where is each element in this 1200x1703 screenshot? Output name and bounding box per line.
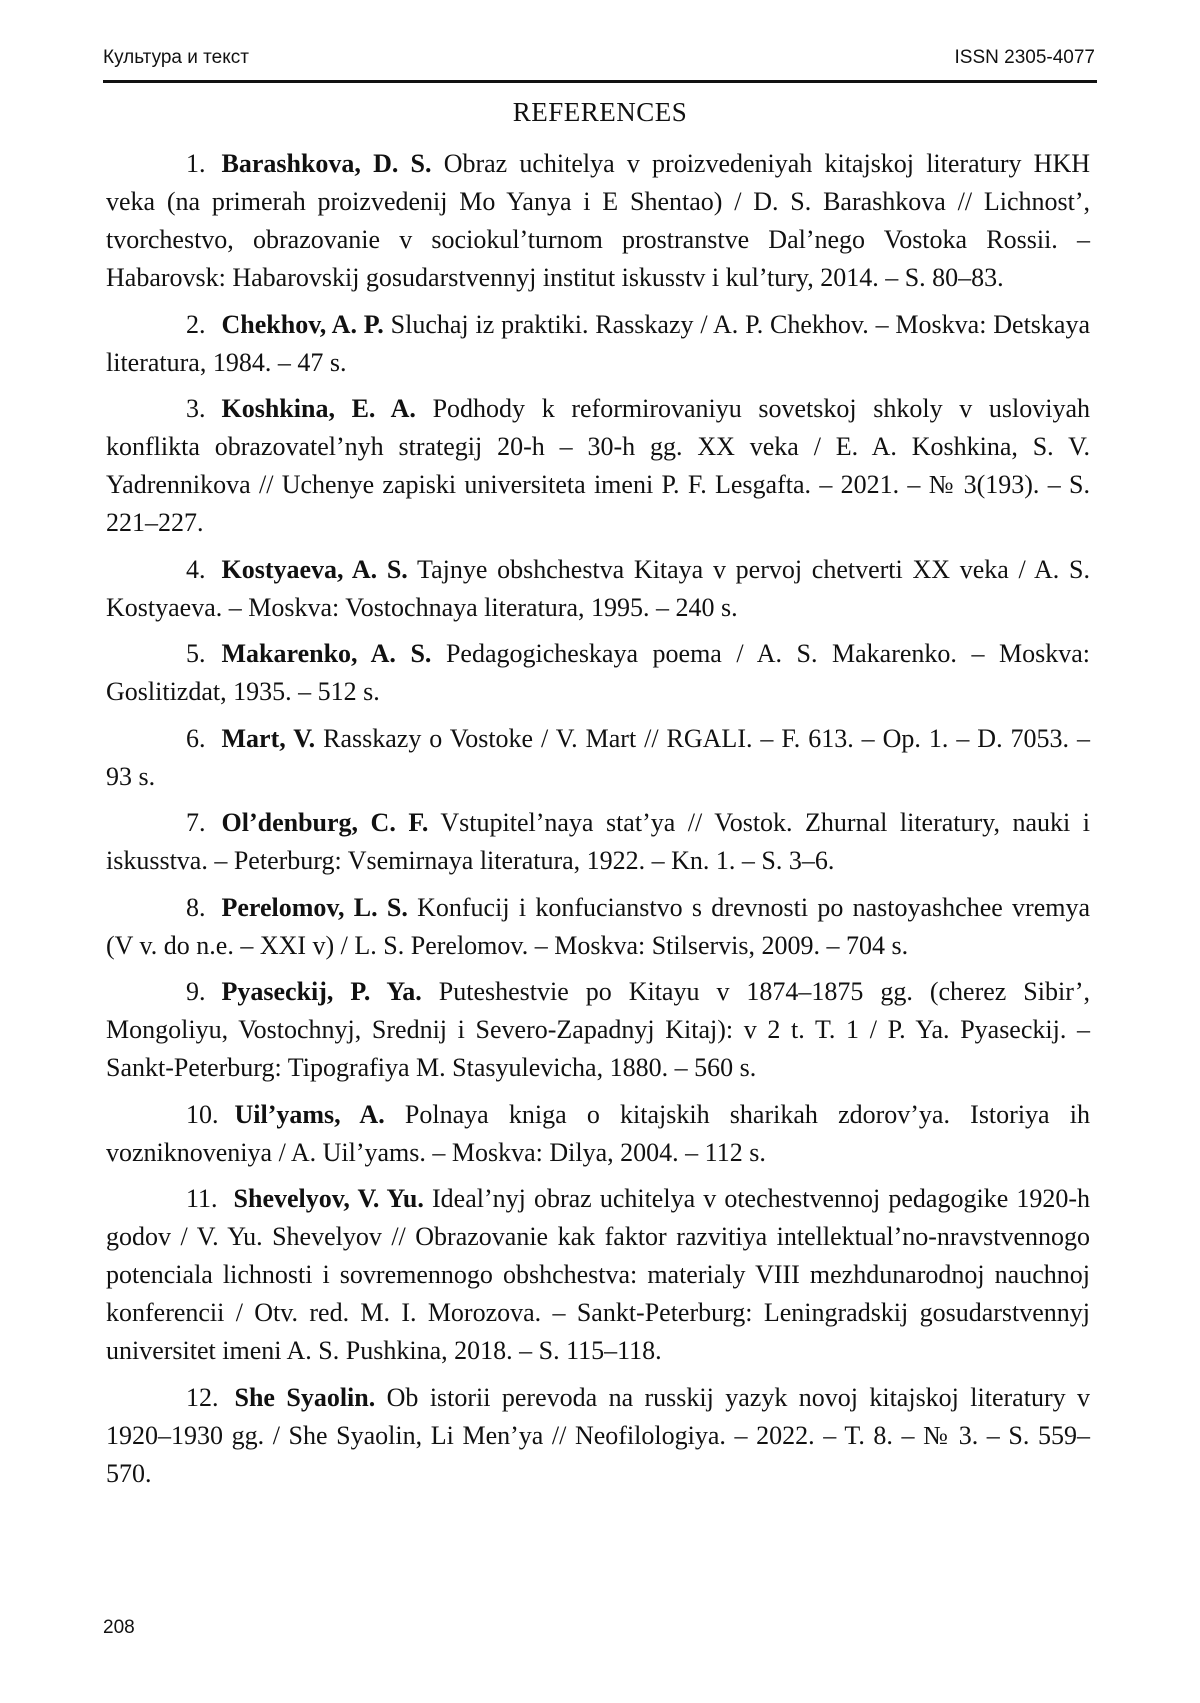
reference-number: 5. [186, 639, 206, 668]
reference-author: Shevelyov, V. Yu. [233, 1184, 424, 1213]
reference-item [106, 1180, 1090, 1370]
reference-item [106, 635, 1090, 711]
running-header [103, 44, 1097, 83]
reference-author: Koshkina, E. A. [221, 394, 416, 423]
reference-item [106, 306, 1090, 382]
reference-item [106, 720, 1090, 796]
reference-author: Chekhov, A. P. [221, 309, 384, 339]
reference-text: Podhody k reformirovaniyu sovetskoj shkoly v usloviyah konflikta obrazovatel’nyh strategij 20-h – 30-h gg. XX veka / E. A. Koshkina, S. V. Yadrennikova // Uchenye zapiski universiteta imeni P. F. Lesgafta. – 2021. – № 3(193). – S. 221–227. [106, 394, 1091, 537]
reference-author: Pyaseckij, P. Ya. [221, 977, 422, 1006]
reference-text: Pedagogicheskaya poema / A. S. Makarenko. – Moskva: Goslitizdat, 1935. – 512 s. [106, 639, 1090, 706]
reference-text: Ob istorii perevoda na russkij yazyk novoj kitajskoj literatury v 1920–1930 gg. / She Syaolin, Li Men’ya // Neofilologiya. – 2022. – T. 8. – № 3. – S. 559–570. [106, 1382, 1091, 1488]
reference-number: 1. [186, 149, 206, 178]
reference-number: 4. [186, 554, 206, 584]
reference-text: Sluchaj iz praktiki. Rasskazy / A. P. Chekhov. – Moskva: Detskaya literatura, 1984. – 47 s. [106, 309, 1090, 377]
reference-number: 7. [186, 808, 206, 837]
reference-item [106, 1096, 1090, 1172]
issn: ISSN 2305-4077 [954, 47, 1095, 68]
page-number: 208 [103, 1617, 135, 1638]
references-heading: REFERENCES [512, 97, 688, 127]
reference-number: 9. [186, 977, 206, 1006]
reference-item [106, 1379, 1090, 1493]
reference-author: Uil’yams, A. [234, 1099, 385, 1129]
reference-author: Mart, V. [221, 723, 316, 753]
reference-text: Konfucij i konfucianstvo s drevnosti po nastoyashchee vremya (V v. do n.e. – XXI v) / L. S. Perelomov. – Moskva: Stilservis, 2009. – 704 s. [106, 892, 1091, 960]
reference-text: Ideal’nyj obraz uchitelya v otechestvennoj pedagogike 1920-h godov / V. Yu. Shevelyov // Obrazovanie kak faktor razvitiya intellektual’no-nravstvennogo potenciala lichnosti i sovremennogo obshchestva: materialy VIII mezhdunarodnoj nauchnoj konferencii / Otv. red. M. I. Morozova. – Sankt-Peterburg: Leningradskij gosudarstvennyj universitet imeni A. S. Pushkina, 2018. – S. 115–118. [106, 1184, 1090, 1365]
reference-author: Ol’denburg, C. F. [221, 808, 429, 837]
journal-title: Культура и текст [103, 47, 249, 68]
reference-item [106, 973, 1090, 1087]
reference-item [106, 145, 1090, 297]
reference-number: 11. [186, 1184, 218, 1213]
reference-author: She Syaolin. [234, 1382, 376, 1412]
reference-item [106, 889, 1090, 965]
reference-author: Kostyaeva, A. S. [221, 554, 408, 584]
reference-item [106, 551, 1090, 627]
reference-item [106, 390, 1090, 542]
reference-number: 8. [186, 892, 206, 922]
reference-author: Barashkova, D. S. [221, 149, 432, 178]
reference-number: 10. [186, 1099, 219, 1129]
reference-number: 3. [186, 394, 206, 423]
reference-number: 12. [186, 1382, 219, 1412]
reference-text: Puteshestvie po Kitayu v 1874–1875 gg. (cherez Sibir’, Mongoliyu, Vostochnyj, Srednij i Severo-Zapadnyj Kitaj): v 2 t. T. 1 / P. Ya. Pyaseckij. – Sankt-Peterburg: Tipografiya M. Stasyulevicha, 1880. – 560 s. [106, 977, 1091, 1082]
reference-author: Makarenko, A. S. [221, 639, 432, 668]
reference-text: Tajnye obshchestva Kitaya v pervoj chetverti XX veka / A. S. Kostyaeva. – Moskva: Vostochnaya literatura, 1995. – 240 s. [106, 554, 1090, 622]
reference-number: 2. [186, 309, 206, 339]
reference-author: Perelomov, L. S. [221, 892, 408, 922]
reference-text: Polnaya kniga o kitajskih sharikah zdorov’ya. Istoriya ih vozniknoveniya / A. Uil’yams. – Moskva: Dilya, 2004. – 112 s. [106, 1099, 1091, 1167]
reference-item [106, 804, 1090, 880]
reference-number: 6. [186, 723, 206, 753]
reference-list [106, 145, 1090, 1501]
reference-text: Obraz uchitelya v proizvedeniyah kitajskoj literatury HKH veka (na primerah proizvedenij Mo Yanya i E Shentao) / D. S. Barashkova // Lichnost’, tvorchestvo, obrazovanie v sociokul’turnom prostranstve Dal’nego Vostoka Rossii. – Habarovsk: Habarovskij gosudarstvennyj institut iskusstv i kul’tury, 2014. – S. 80–83. [106, 149, 1091, 292]
reference-text: Rasskazy o Vostoke / V. Mart // RGALI. – F. 613. – Op. 1. – D. 7053. – 93 s. [106, 723, 1090, 791]
reference-text: Vstupitel’naya stat’ya // Vostok. Zhurnal literatury, nauki i iskusstva. – Peterburg: Vsemirnaya literatura, 1922. – Kn. 1. – S. 3–6. [106, 808, 1090, 875]
